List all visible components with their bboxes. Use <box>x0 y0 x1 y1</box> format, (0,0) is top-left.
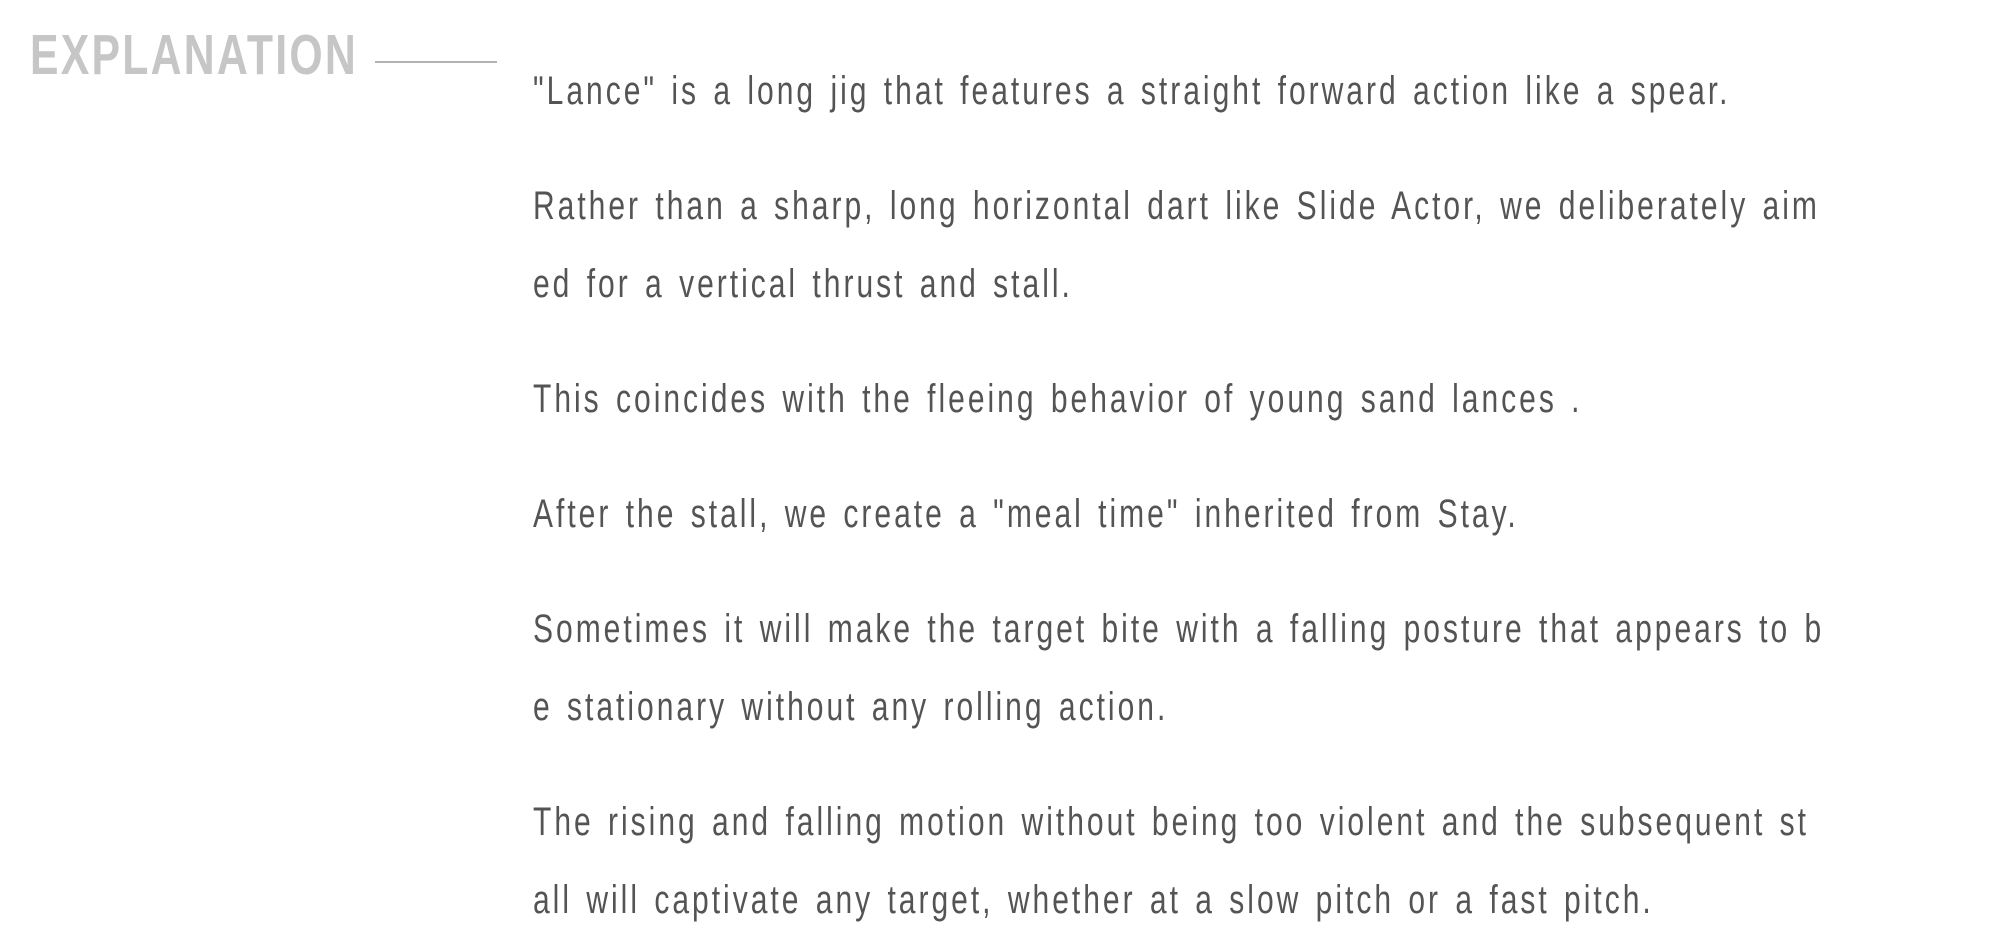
text-line: e stationary without any rolling action. <box>533 685 1169 729</box>
paragraph <box>533 360 2000 438</box>
text-line: all will captivate any target, whether at a slow pitch or a fast pitch. <box>533 878 1654 922</box>
text-line: "Lance" is a long jig that features a straight forward action like a spear. <box>533 69 1731 113</box>
text-line: This coincides with the fleeing behavior of young sand lances . <box>533 377 1583 421</box>
heading-rule <box>375 61 497 63</box>
text-line: After the stall, we create a "meal time" inherited from Stay. <box>533 492 1519 536</box>
paragraph <box>533 475 2000 553</box>
explanation-text <box>533 0 2000 939</box>
paragraph <box>533 590 2000 746</box>
paragraph <box>533 783 2000 939</box>
section-heading: EXPLANATION <box>30 23 358 87</box>
paragraph <box>533 167 2000 323</box>
text-line: The rising and falling motion without being too violent and the subsequent st <box>533 800 1809 844</box>
text-line: ed for a vertical thrust and stall. <box>533 262 1073 306</box>
text-line: Sometimes it will make the target bite with a falling posture that appears to b <box>533 607 1825 651</box>
paragraph <box>533 52 2000 130</box>
text-line: Rather than a sharp, long horizontal dart like Slide Actor, we deliberately aim <box>533 184 1820 228</box>
